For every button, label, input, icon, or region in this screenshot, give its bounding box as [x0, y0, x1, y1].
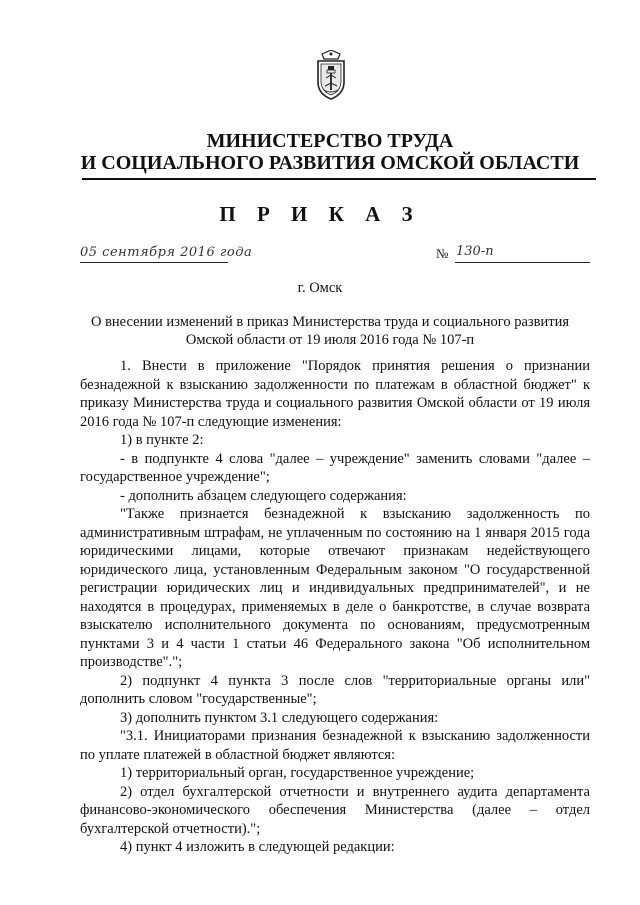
order-subject [80, 313, 580, 349]
header-divider [82, 178, 596, 180]
order-number-handwritten: 130-п [456, 244, 494, 259]
body-paragraph: "3.1. Инициаторами признания безнадежной к взысканию задолженности по уплате платежей в областной бюджет являются: [80, 728, 590, 763]
date-underline [80, 262, 228, 263]
body-paragraph: 2) отдел бухгалтерской отчетности и внутреннего аудита департамента финансово-экономического обеспечения Министерства (далее – отдел бухгалтерской отчетности)."; [80, 783, 590, 837]
coat-of-arms-icon [310, 50, 352, 100]
order-subject-line2: Омской области от 19 июля 2016 года № 107-п [185, 332, 475, 348]
body-paragraph: - дополнить абзацем следующего содержания: [120, 487, 407, 504]
body-paragraph: - в подпункте 4 слова "далее – учреждение" заменить словами "далее – государственное учреждение"; [80, 450, 590, 485]
body-paragraph: 1. Внести в приложение "Порядок принятия решения о признании безнадежной к взысканию задолженности по платежам в областной бюджет" к приказу Министерства труда и социального развития Омской области от 19 июля 2016 года № 107-п следующие изменения: [80, 358, 590, 430]
body-paragraph: 3) дополнить пунктом 3.1 следующего содержания: [120, 709, 439, 726]
document-type-title: П Р И К А З [219, 202, 421, 226]
body-paragraph: 1) территориальный орган, государственное учреждение; [120, 765, 475, 781]
order-date-handwritten: 05 сентября 2016 года [80, 245, 253, 260]
body-paragraph: 2) подпункт 4 пункта 3 после слов "территориальные органы или" дополнить словом "государственные"; [80, 672, 590, 707]
ministry-name [60, 130, 600, 174]
body-paragraph: 1) в пункте 2: [120, 432, 204, 448]
body-paragraph: 4) пункт 4 изложить в следующей редакции: [120, 839, 395, 855]
city-name: г. Омск [297, 280, 343, 296]
order-body [80, 357, 590, 857]
ministry-name-line1: МИНИСТЕРСТВО ТРУДА [206, 130, 454, 152]
number-underline [455, 262, 590, 263]
order-number-label: № [436, 246, 449, 261]
order-subject-line1: О внесении изменений в приказ Министерства труда и социального развития [90, 314, 570, 330]
ministry-name-line2: И СОЦИАЛЬНОГО РАЗВИТИЯ ОМСКОЙ ОБЛАСТИ [80, 152, 580, 174]
body-paragraph: "Также признается безнадежной к взысканию задолженность по административным штрафам, не уплаченным по состоянию на 1 января 2015 года юридическими лицами, которые отвечают признакам недействующего юридического лица, установленным Федеральным законом "О государственной регистрации юридических лиц и индивидуальных предпринимателей", и не находятся в процедурах, применяемых в деле о банкротстве, в случае возврата взыскателю исполнительного документа по основаниям, предусмотренным пунктами 3 и 4 части 1 статьи 46 Федерального закона "Об исполнительном производстве"."; [80, 506, 590, 670]
